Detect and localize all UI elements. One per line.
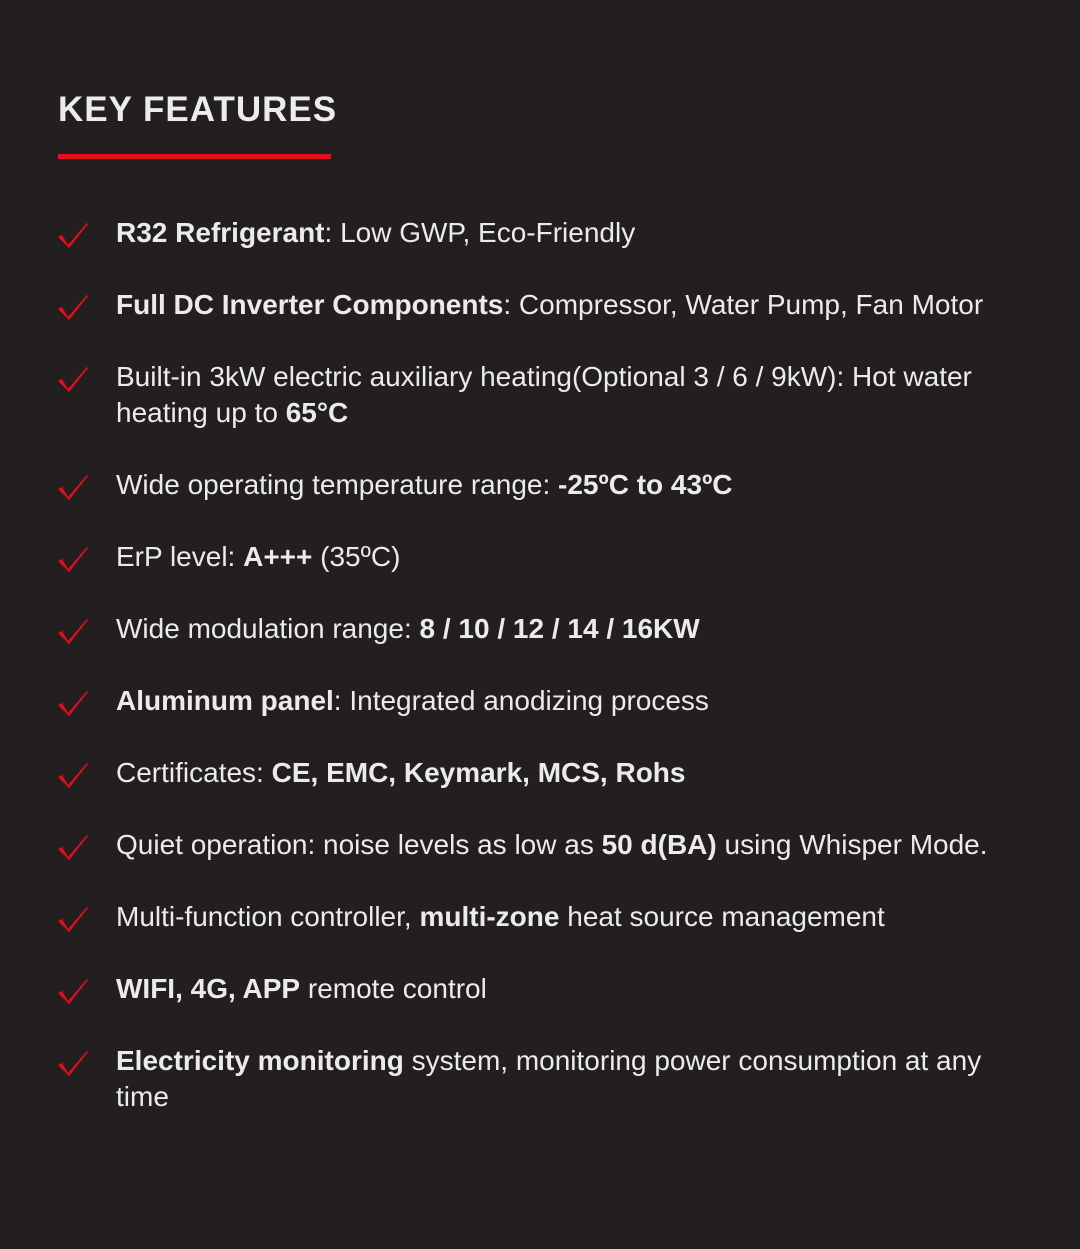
check-icon xyxy=(56,1049,90,1077)
check-icon xyxy=(56,833,90,861)
feature-item xyxy=(0,755,996,791)
check-icon xyxy=(56,473,90,501)
feature-highlight: Full DC Inverter Components xyxy=(116,289,504,320)
feature-item xyxy=(0,467,996,503)
feature-item xyxy=(0,611,996,647)
feature-text: Wide operating temperature range: xyxy=(116,469,559,500)
feature-text: Certificates: xyxy=(116,757,272,788)
feature-text: Wide modulation range: xyxy=(116,613,420,644)
feature-item xyxy=(0,359,996,431)
feature-item xyxy=(0,215,996,251)
check-icon xyxy=(56,761,90,789)
feature-item xyxy=(0,287,996,323)
check-icon xyxy=(56,365,90,393)
check-icon xyxy=(56,617,90,645)
feature-text: : Integrated anodizing process xyxy=(333,685,709,716)
page-title: KEY FEATURES xyxy=(58,90,338,129)
feature-text: remote control xyxy=(300,973,487,1004)
feature-item xyxy=(0,1043,996,1115)
feature-item xyxy=(0,827,996,863)
feature-text: Quiet operation: noise levels as low as xyxy=(116,829,602,860)
check-icon xyxy=(56,977,90,1005)
feature-text: system, monitoring power consumption at any time xyxy=(116,1045,982,1112)
feature-text: Multi-function controller, xyxy=(116,901,420,932)
feature-text: (35ºC) xyxy=(312,541,401,572)
feature-highlight: 8 / 10 / 12 / 14 / 16KW xyxy=(419,613,700,644)
feature-highlight: Aluminum panel xyxy=(116,685,334,716)
feature-item xyxy=(0,899,996,935)
feature-highlight: Electricity monitoring xyxy=(116,1045,404,1076)
feature-highlight: CE, EMC, Keymark, MCS, Rohs xyxy=(271,757,686,788)
feature-text: ErP level: xyxy=(116,541,244,572)
feature-highlight: A+++ xyxy=(243,541,313,572)
feature-text: heat source management xyxy=(559,901,885,932)
feature-highlight: R32 Refrigerant xyxy=(116,217,325,248)
feature-highlight: WIFI, 4G, APP xyxy=(116,973,301,1004)
check-icon xyxy=(56,905,90,933)
title-underline xyxy=(58,154,331,159)
check-icon xyxy=(56,689,90,717)
feature-item xyxy=(0,683,996,719)
feature-item xyxy=(0,971,996,1007)
feature-text: : Low GWP, Eco-Friendly xyxy=(324,217,636,248)
feature-highlight: 50 d(BA) xyxy=(601,829,717,860)
check-icon xyxy=(56,221,90,249)
feature-text: : Compressor, Water Pump, Fan Motor xyxy=(503,289,984,320)
feature-highlight: multi-zone xyxy=(419,901,560,932)
feature-item xyxy=(0,539,996,575)
feature-text: using Whisper Mode. xyxy=(716,829,988,860)
check-icon xyxy=(56,293,90,321)
feature-list xyxy=(0,215,996,1151)
feature-highlight: -25ºC to 43ºC xyxy=(558,469,733,500)
feature-text: Built-in 3kW electric auxiliary heating(Optional 3 / 6 / 9kW): Hot water heating up to xyxy=(116,361,972,428)
feature-highlight: 65°C xyxy=(285,397,349,428)
check-icon xyxy=(56,545,90,573)
